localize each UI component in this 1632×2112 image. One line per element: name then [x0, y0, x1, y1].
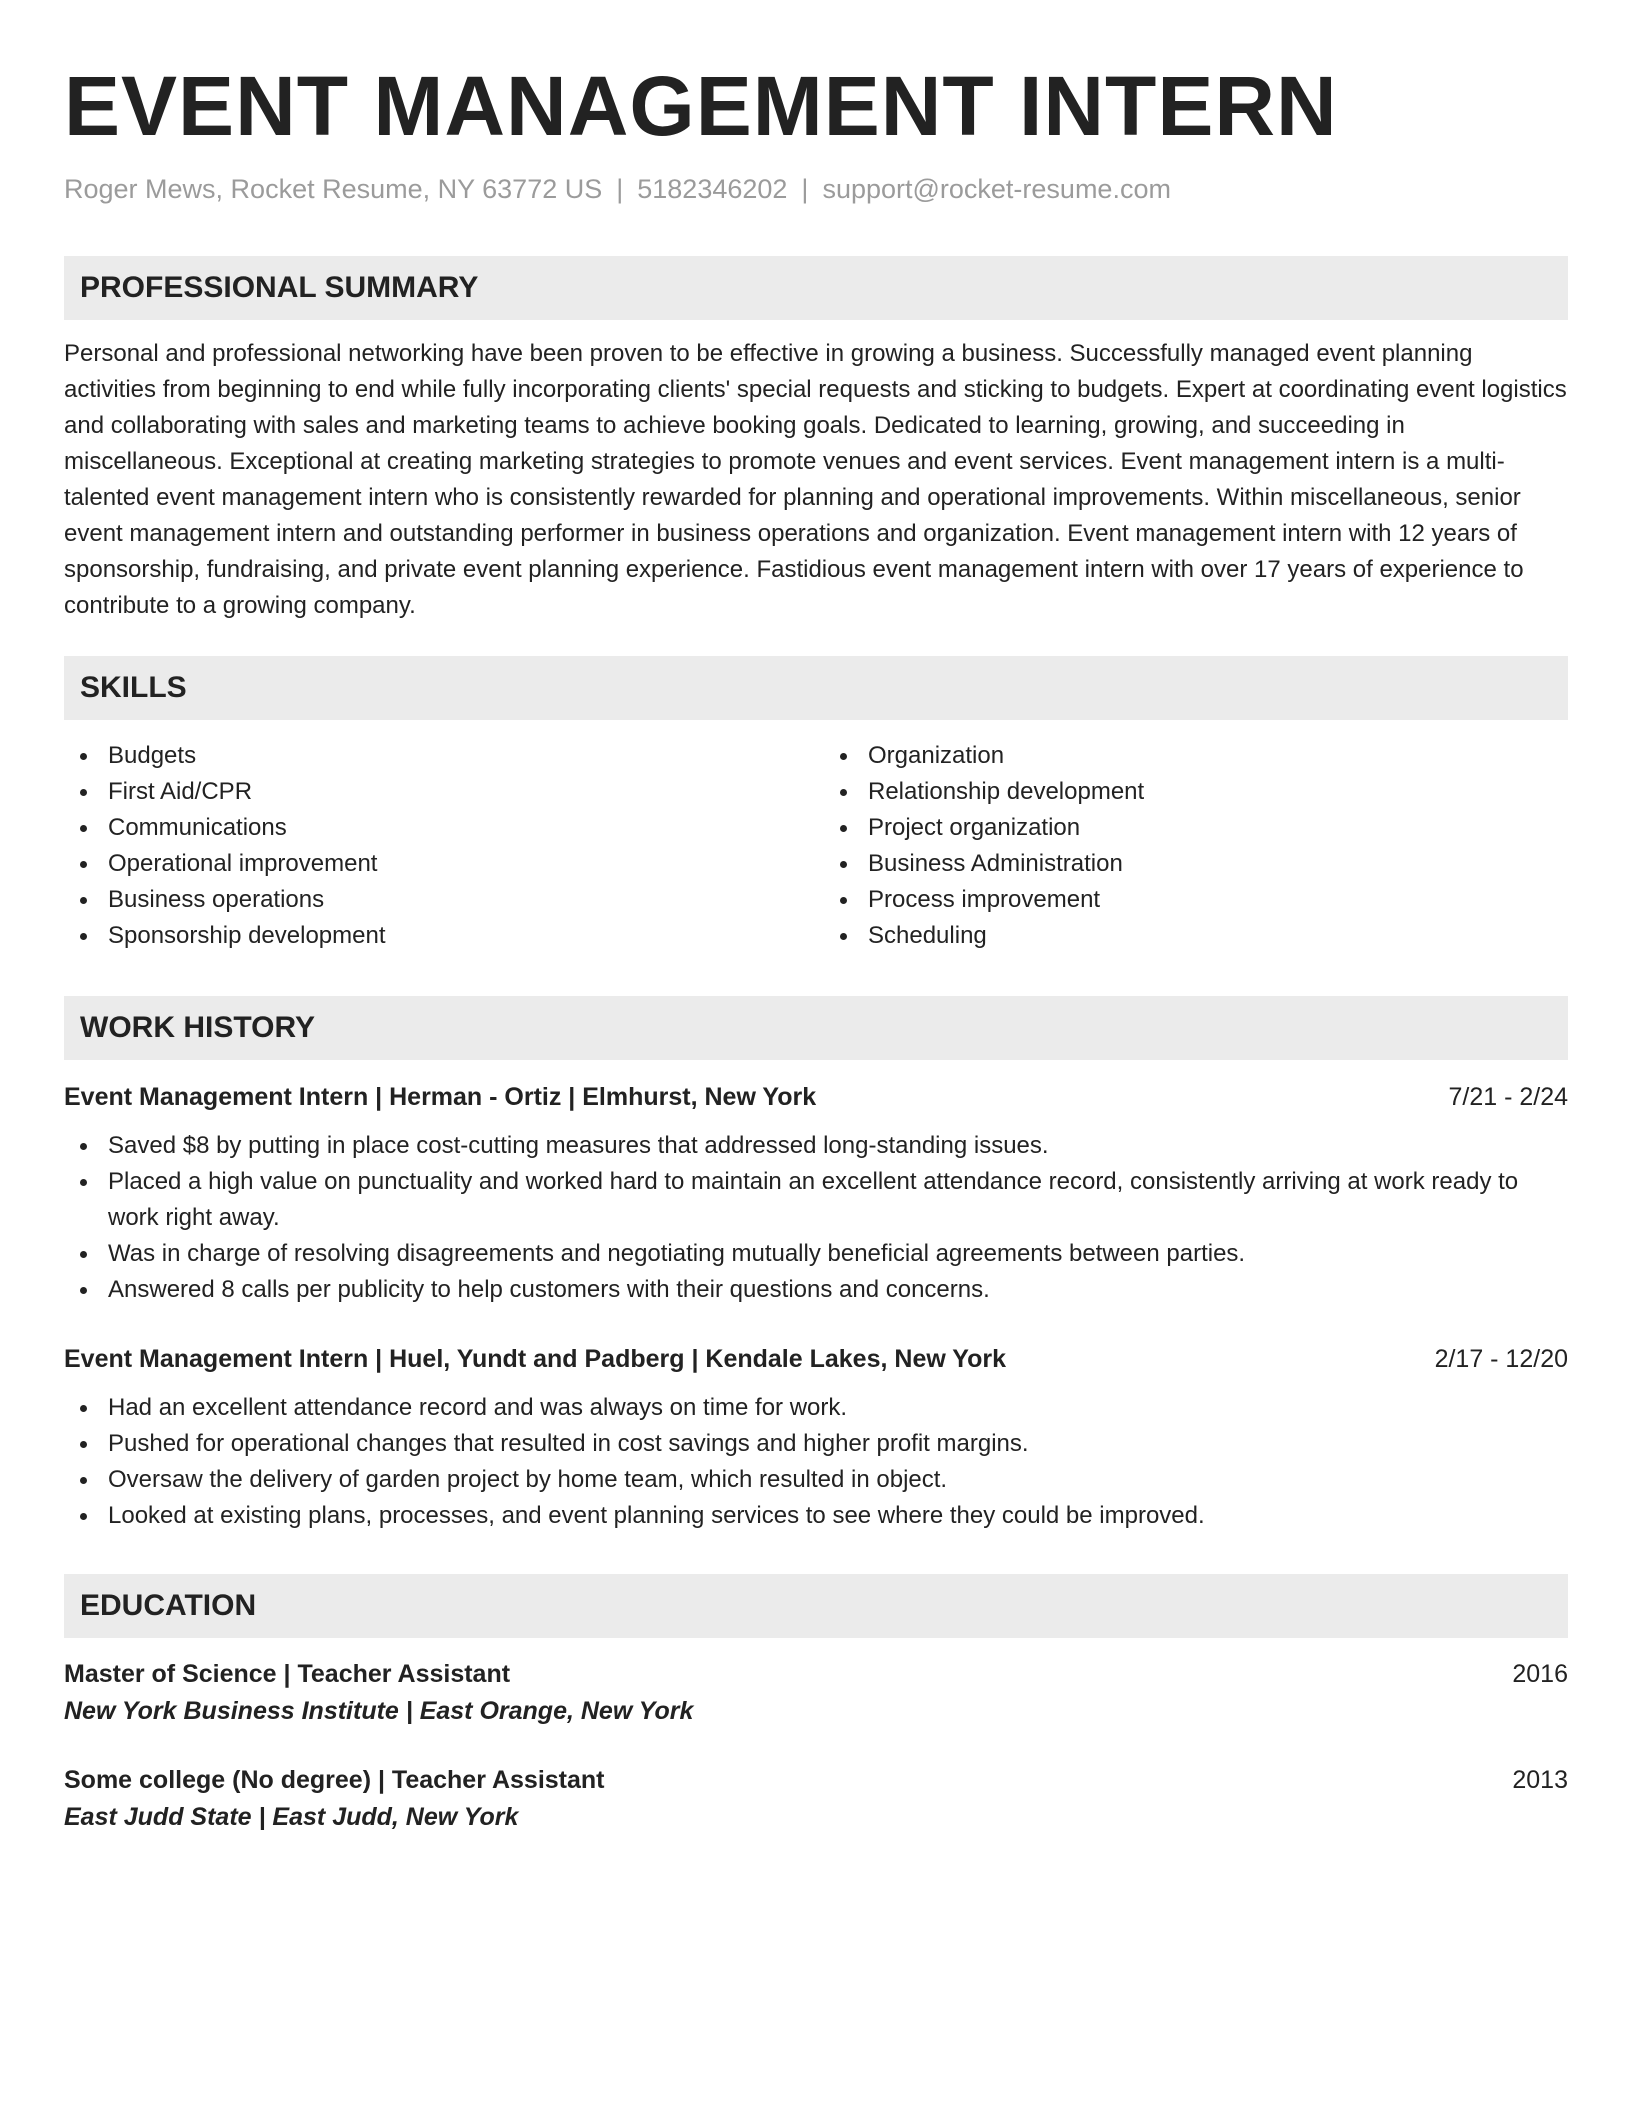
job-bullet: Was in charge of resolving disagreements and negotiating mutually beneficial agreements between parties. [64, 1236, 1568, 1272]
job-dates: 7/21 - 2/24 [1448, 1083, 1568, 1111]
contact-separator: | [616, 174, 624, 204]
job-bullet: Pushed for operational changes that resulted in cost savings and higher profit margins. [64, 1426, 1568, 1462]
job-bullet: Saved $8 by putting in place cost-cutting measures that addressed long-standing issues. [64, 1128, 1568, 1164]
skills-column-left [64, 738, 816, 954]
education-header [64, 1656, 1568, 1692]
contact-separator: | [801, 174, 809, 204]
job-header [64, 1342, 1568, 1376]
section-header-skills: SKILLS [64, 656, 1568, 720]
job-heading: Event Management Intern | Herman - Ortiz | Elmhurst, New York [64, 1083, 817, 1111]
job-header [64, 1080, 1568, 1114]
skills-column-right [816, 738, 1568, 954]
job-bullet: Had an excellent attendance record and was always on time for work. [64, 1390, 1568, 1426]
job-bullet: Oversaw the delivery of garden project by home team, which resulted in object. [64, 1462, 1568, 1498]
summary-text: Personal and professional networking have been proven to be effective in growing a business. Successfully managed event planning activities from beginning to end while fully incorporating clients' special requests and sticking to budgets. Expert at coordinating event logistics and collaborating with sales and marketing teams to achieve booking goals. Dedicated to learning, growing, and succeeding in miscellaneous. Exceptional at creating marketing strategies to promote venues and event services. Event management intern is a multi-talented event management intern who is consistently rewarded for planning and operational improvements. Within miscellaneous, senior event management intern and outstanding performer in business operations and organization. Event management intern with 12 years of sponsorship, fundraising, and private event planning experience. Fastidious event management intern with over 17 years of experience to contribute to a growing company. [64, 340, 1567, 619]
job-heading: Event Management Intern | Huel, Yundt and Padberg | Kendale Lakes, New York [64, 1345, 1007, 1373]
skill-item: Budgets [64, 738, 816, 774]
contact-address: Roger Mews, Rocket Resume, NY 63772 US [64, 174, 603, 204]
skill-item: Business Administration [824, 846, 1568, 882]
contact-phone: 5182346202 [637, 174, 788, 204]
skill-item: Project organization [824, 810, 1568, 846]
job-bullet: Looked at existing plans, processes, and event planning services to see where they could be improved. [64, 1498, 1568, 1534]
education-degree: Some college (No degree) | Teacher Assistant [64, 1766, 605, 1794]
resume-name: EVENT MANAGEMENT INTERN [64, 59, 1338, 153]
job-bullets [64, 1128, 1568, 1308]
education-year: 2016 [1512, 1660, 1568, 1688]
education-school: New York Business Institute | East Orange, New York [64, 1697, 694, 1725]
education-degree: Master of Science | Teacher Assistant [64, 1660, 511, 1688]
skill-item: First Aid/CPR [64, 774, 816, 810]
job-bullet: Placed a high value on punctuality and worked hard to maintain an excellent attendance record, consistently arriving at work ready to work right away. [64, 1164, 1568, 1236]
section-header-summary: PROFESSIONAL SUMMARY [64, 256, 1568, 320]
job-entry [64, 1342, 1568, 1534]
contact-line [64, 172, 1568, 206]
section-header-work-history: WORK HISTORY [64, 996, 1568, 1060]
job-entry [64, 1080, 1568, 1308]
job-bullets [64, 1390, 1568, 1534]
skill-item: Sponsorship development [64, 918, 816, 954]
section-header-education: EDUCATION [64, 1574, 1568, 1638]
job-dates: 2/17 - 12/20 [1434, 1345, 1568, 1373]
skill-item: Business operations [64, 882, 816, 918]
education-header [64, 1762, 1568, 1798]
skill-item: Scheduling [824, 918, 1568, 954]
education-entry [64, 1762, 1568, 1836]
skill-item: Operational improvement [64, 846, 816, 882]
job-bullet: Answered 8 calls per publicity to help customers with their questions and concerns. [64, 1272, 1568, 1308]
education-entry [64, 1656, 1568, 1730]
skill-item: Relationship development [824, 774, 1568, 810]
skill-item: Communications [64, 810, 816, 846]
skills-grid [64, 738, 1568, 954]
education-school: East Judd State | East Judd, New York [64, 1803, 519, 1831]
skill-item: Process improvement [824, 882, 1568, 918]
education-year: 2013 [1512, 1766, 1568, 1794]
contact-email: support@rocket-resume.com [822, 174, 1171, 204]
skill-item: Organization [824, 738, 1568, 774]
